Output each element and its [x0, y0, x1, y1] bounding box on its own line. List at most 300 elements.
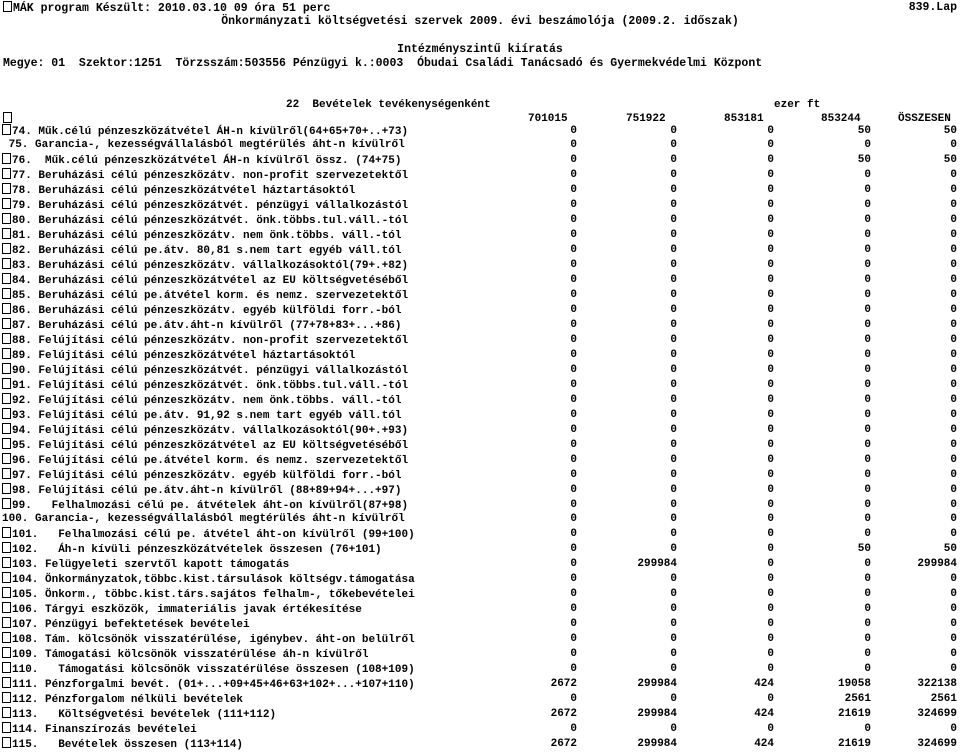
value-cell: 0: [767, 483, 774, 496]
row-label: 79. Beruházási célú pénzeszközátvét. pénzügyi vállalkozástól: [12, 199, 409, 212]
value-cell: 0: [767, 333, 774, 346]
row-label: 84. Beruházási célú pénzeszközátvétel az EU költségvetéséből: [12, 274, 409, 287]
row-label-cell: [2, 228, 547, 243]
value-cell: 0: [950, 438, 957, 451]
value-cell: 0: [570, 602, 577, 615]
value-cell: 0: [864, 348, 871, 361]
row-label-cell: [2, 617, 547, 632]
row-label-cell: [2, 542, 547, 557]
value-cell: 0: [670, 273, 677, 286]
checkbox-glyph-icon: [2, 707, 11, 718]
checkbox-glyph-icon: [2, 228, 11, 239]
value-cell: 299984: [637, 707, 677, 720]
value-cell: 0: [670, 587, 677, 600]
checkbox-glyph-icon: [2, 542, 11, 553]
table-row: [2, 677, 957, 692]
row-label-cell: [2, 243, 547, 258]
value-cell: 0: [864, 273, 871, 286]
value-cell: 50: [943, 153, 957, 166]
value-cell: 0: [670, 527, 677, 540]
checkbox-glyph-icon: [2, 183, 11, 194]
row-label: 77. Beruházási célú pénzeszközátv. non-profit szervezetektől: [12, 169, 409, 182]
value-cell: 0: [670, 662, 677, 675]
value-cell: 0: [864, 408, 871, 421]
value-cell: 0: [570, 243, 577, 256]
table-row: [2, 139, 957, 153]
value-cell: 0: [670, 125, 677, 137]
value-cell: 0: [950, 483, 957, 496]
checkbox-glyph-icon: [2, 378, 11, 389]
table-row: [2, 333, 957, 348]
value-cell: 0: [864, 483, 871, 496]
value-cell: 0: [950, 498, 957, 511]
value-cell: 0: [950, 408, 957, 421]
row-label: 108. Tám. kölcsönök visszatérülése, igénybev. áht-on belülről: [12, 633, 415, 646]
value-cell: 0: [950, 602, 957, 615]
value-cell: 424: [754, 677, 774, 690]
checkbox-glyph-icon: [2, 662, 11, 673]
value-cell: 50: [857, 125, 871, 137]
value-cell: 0: [570, 692, 577, 705]
value-cell: 0: [767, 153, 774, 166]
value-cell: 0: [670, 393, 677, 406]
value-cell: 299984: [637, 557, 677, 570]
program-info: MÁK program Készült: 2010.03.10 09 óra 51 perc: [13, 2, 331, 15]
value-cell: 0: [864, 438, 871, 451]
row-label-cell: [2, 737, 547, 752]
table-row: [2, 617, 957, 632]
checkbox-glyph-icon: [2, 572, 11, 583]
value-cell: 0: [570, 363, 577, 376]
row-label-cell: [2, 124, 547, 139]
value-cell: 0: [570, 572, 577, 585]
row-label: 80. Beruházási célú pénzeszközátvét. önk.többs.tul.váll.-tól: [12, 214, 409, 227]
value-cell: 0: [950, 617, 957, 630]
value-cell: 0: [570, 125, 577, 137]
row-label: 113. Költségvetési bevételek (111+112): [12, 708, 277, 721]
value-cell: 0: [570, 498, 577, 511]
table-row: [2, 408, 957, 423]
value-cell: 0: [670, 572, 677, 585]
value-cell: 0: [767, 228, 774, 241]
table-row: [2, 707, 957, 722]
value-cell: 0: [864, 722, 871, 735]
table-row: [2, 124, 957, 139]
table-row: [2, 572, 957, 587]
checkbox-glyph-icon: [2, 303, 11, 314]
table-row: [2, 423, 957, 438]
value-cell: 0: [864, 363, 871, 376]
checkbox-glyph-icon: [2, 363, 11, 374]
table-row: [2, 692, 957, 707]
value-cell: 0: [950, 527, 957, 540]
table-row: [2, 483, 957, 498]
value-cell: 0: [767, 198, 774, 211]
value-cell: 424: [754, 737, 774, 750]
row-label: 99. Felhalmozási célú pe. átvételek áht-on kívülről(87+98): [12, 499, 409, 512]
table-row: [2, 737, 957, 752]
value-cell: 0: [864, 662, 871, 675]
value-cell: 0: [864, 423, 871, 436]
value-cell: 0: [950, 662, 957, 675]
table-row: [2, 498, 957, 513]
value-cell: 50: [857, 542, 871, 555]
checkbox-glyph-icon: [2, 527, 11, 538]
value-cell: 0: [570, 318, 577, 331]
value-cell: 0: [670, 647, 677, 660]
value-cell: 0: [670, 632, 677, 645]
value-cell: 0: [570, 423, 577, 436]
value-cell: 0: [570, 408, 577, 421]
table-row: [2, 527, 957, 542]
value-cell: 0: [670, 617, 677, 630]
value-cell: 0: [864, 213, 871, 226]
column-header: ÖSSZESEN: [898, 113, 951, 125]
value-cell: 0: [670, 228, 677, 241]
checkbox-glyph-icon: [2, 318, 11, 329]
row-label-cell: [2, 303, 547, 318]
row-label: 75. Garancia-, kezességvállalásból megtérülés áht-n kívülről: [2, 139, 405, 152]
row-label: 83. Beruházási célú pénzeszközátv. vállalkozásoktól(79+.+82): [12, 259, 409, 272]
table-row: [2, 662, 957, 677]
row-label-cell: [2, 587, 547, 602]
checkbox-glyph-icon: [3, 112, 12, 123]
value-cell: 0: [950, 213, 957, 226]
value-cell: 0: [767, 303, 774, 316]
value-cell: 0: [950, 198, 957, 211]
value-cell: 0: [864, 527, 871, 540]
value-cell: 0: [950, 288, 957, 301]
value-cell: 0: [864, 498, 871, 511]
checkbox-glyph-icon: [2, 737, 11, 748]
row-label-cell: [2, 647, 547, 662]
row-label: 107. Pénzügyi befektetések bevételei: [12, 618, 250, 631]
value-cell: 0: [864, 453, 871, 466]
value-cell: 0: [950, 303, 957, 316]
value-cell: 0: [864, 228, 871, 241]
value-cell: 0: [864, 318, 871, 331]
table-row: [2, 198, 957, 213]
value-cell: 0: [570, 393, 577, 406]
row-label-cell: [2, 333, 547, 348]
value-cell: 0: [570, 333, 577, 346]
value-cell: 0: [950, 363, 957, 376]
checkbox-glyph-icon: [2, 483, 11, 494]
value-cell: 0: [950, 647, 957, 660]
row-label-cell: [2, 662, 547, 677]
table-row: [2, 303, 957, 318]
row-label-cell: [2, 198, 547, 213]
value-cell: 0: [950, 348, 957, 361]
checkbox-glyph-icon: [2, 258, 11, 269]
value-cell: 0: [767, 557, 774, 570]
checkbox-glyph-icon: [2, 438, 11, 449]
checkbox-glyph-icon: [2, 168, 11, 179]
table-row: [2, 273, 957, 288]
row-label: 78. Beruházási célú pénzeszközátvétel háztartásoktól: [12, 184, 356, 197]
value-cell: 0: [767, 498, 774, 511]
row-label: 98. Felújítási célú pe.átv.áht-n kívülről (88+89+94+...+97): [12, 484, 402, 497]
checkbox-glyph-icon: [2, 243, 11, 254]
row-label-cell: [2, 572, 547, 587]
value-cell: 324699: [917, 707, 957, 720]
row-label-cell: [2, 273, 547, 288]
row-label-cell: [2, 393, 547, 408]
report-title: Önkormányzati költségvetési szervek 2009. évi beszámolója (2009.2. időszak): [221, 15, 739, 28]
checkbox-glyph-icon: [2, 677, 11, 688]
row-label-cell: [2, 602, 547, 617]
value-cell: 0: [670, 692, 677, 705]
value-cell: 0: [864, 198, 871, 211]
value-cell: 0: [767, 527, 774, 540]
value-cell: 21619: [837, 707, 871, 720]
value-cell: 0: [767, 125, 774, 137]
row-label: 87. Beruházási célú pe.átv.áht-n kívülről (77+78+83+...+86): [12, 319, 402, 332]
value-cell: 0: [670, 303, 677, 316]
value-cell: 0: [670, 438, 677, 451]
row-label: 74. Műk.célú pénzeszközátvétel ÁH-n kívülről(64+65+70+..+73): [12, 126, 409, 138]
row-label: 102. Áh-n kívüli pénzeszközátvételek összesen (76+101): [12, 543, 382, 556]
value-cell: 0: [950, 453, 957, 466]
value-cell: 0: [767, 378, 774, 391]
value-cell: 0: [570, 542, 577, 555]
value-cell: 0: [950, 587, 957, 600]
value-cell: 0: [670, 243, 677, 256]
row-label-cell: [2, 468, 547, 483]
row-label-cell: [2, 722, 547, 737]
checkbox-glyph-icon: [2, 602, 11, 613]
revenue-table: [2, 124, 957, 752]
row-label-cell: [2, 513, 547, 527]
value-cell: 2672: [550, 677, 577, 690]
row-label-cell: [2, 692, 547, 707]
value-cell: 0: [864, 139, 871, 152]
value-cell: 299984: [637, 737, 677, 750]
checkbox-glyph-icon: [2, 557, 11, 568]
row-label: 104. Önkormányzatok,többc.kist.társulások költségv.támogatása: [12, 573, 415, 586]
value-cell: 0: [767, 513, 774, 526]
value-cell: 0: [767, 273, 774, 286]
value-cell: 0: [767, 647, 774, 660]
table-row: [2, 632, 957, 647]
value-cell: 0: [570, 483, 577, 496]
value-cell: 0: [570, 527, 577, 540]
checkbox-glyph-icon: [2, 722, 11, 733]
value-cell: 0: [570, 228, 577, 241]
value-cell: 0: [767, 393, 774, 406]
value-cell: 0: [864, 587, 871, 600]
row-label: 97. Felújítási célú pénzeszközátv. egyéb külföldi forr.-ból: [12, 469, 402, 482]
table-row: [2, 468, 957, 483]
value-cell: 50: [857, 153, 871, 166]
row-label: 93. Felújítási célú pe.átv. 91,92 s.nem tart egyéb váll.tól: [12, 409, 402, 422]
row-label: 81. Beruházási célú pénzeszközátv. nem önk.többs. váll.-tól: [12, 229, 402, 242]
row-label: 85. Beruházási célú pe.átvétel korm. és nemz. szervezetektől: [12, 289, 409, 302]
row-label: 106. Tárgyi eszközök, immateriális javak értékesítése: [12, 603, 362, 616]
value-cell: 0: [670, 153, 677, 166]
table-row: [2, 243, 957, 258]
table-row: [2, 542, 957, 557]
row-label: 92. Felújítási célú pénzeszközátv. nem önk.többs. váll.-tól: [12, 394, 402, 407]
column-header: 853244: [821, 113, 861, 125]
value-cell: 0: [864, 647, 871, 660]
value-cell: 0: [670, 288, 677, 301]
column-header: 853181: [724, 113, 764, 125]
value-cell: 0: [864, 572, 871, 585]
value-cell: 0: [767, 662, 774, 675]
page-number: 839.Lap: [908, 1, 957, 14]
table-row: [2, 288, 957, 303]
value-cell: 0: [864, 602, 871, 615]
value-cell: 0: [570, 617, 577, 630]
value-cell: 0: [864, 258, 871, 271]
row-label: 94. Felújítási célú pénzeszközátv. vállalkozásoktól(90+.+93): [12, 424, 409, 437]
value-cell: 0: [950, 273, 957, 286]
value-cell: 2561: [844, 692, 871, 705]
table-row: [2, 587, 957, 602]
value-cell: 0: [670, 333, 677, 346]
value-cell: 299984: [637, 677, 677, 690]
value-cell: 0: [570, 513, 577, 526]
value-cell: 0: [864, 288, 871, 301]
value-cell: 0: [570, 183, 577, 196]
value-cell: 0: [570, 168, 577, 181]
value-cell: 0: [670, 498, 677, 511]
value-cell: 0: [670, 468, 677, 481]
value-cell: 0: [864, 468, 871, 481]
value-cell: 0: [767, 572, 774, 585]
value-cell: 0: [670, 168, 677, 181]
value-cell: 0: [570, 557, 577, 570]
value-cell: 0: [767, 438, 774, 451]
row-label: 110. Támogatási kölcsönök visszatérülése összesen (108+109): [12, 663, 415, 676]
value-cell: 0: [950, 722, 957, 735]
value-cell: 0: [767, 423, 774, 436]
checkbox-glyph-icon: [2, 453, 11, 464]
value-cell: 0: [670, 602, 677, 615]
value-cell: 0: [950, 333, 957, 346]
value-cell: 0: [950, 468, 957, 481]
checkbox-glyph-icon: [2, 288, 11, 299]
table-row: [2, 722, 957, 737]
row-label-cell: [2, 139, 547, 153]
value-cell: 0: [950, 258, 957, 271]
value-cell: 0: [670, 213, 677, 226]
value-cell: 0: [670, 408, 677, 421]
table-row: [2, 453, 957, 468]
table-row: [2, 348, 957, 363]
checkbox-glyph-icon: [2, 423, 11, 434]
checkbox-glyph-icon: [2, 632, 11, 643]
checkbox-glyph-icon: [2, 348, 11, 359]
report-subtitle: Intézményszintű kiíratás: [397, 43, 563, 56]
row-label: 115. Bevételek összesen (113+114): [12, 738, 244, 751]
value-cell: 0: [950, 423, 957, 436]
value-cell: 2672: [550, 707, 577, 720]
value-cell: 322138: [917, 677, 957, 690]
row-label: 112. Pénzforgalom nélküli bevételek: [12, 693, 244, 706]
row-label: 91. Felújítási célú pénzeszközátvét. önk.többs.tul.váll.-tól: [12, 379, 409, 392]
value-cell: 0: [570, 587, 577, 600]
value-cell: 0: [864, 333, 871, 346]
table-row: [2, 258, 957, 273]
table-row: [2, 513, 957, 527]
value-cell: 0: [950, 513, 957, 526]
table-row: [2, 602, 957, 617]
checkbox-glyph-icon: [2, 198, 11, 209]
column-header: 751922: [626, 113, 666, 125]
checkbox-glyph-icon: [3, 1, 12, 12]
checkbox-glyph-icon: [2, 617, 11, 628]
value-cell: 0: [670, 483, 677, 496]
value-cell: 0: [864, 183, 871, 196]
row-label: 82. Beruházási célú pe.átv. 80,81 s.nem tart egyéb váll.tól: [12, 244, 402, 257]
table-row: [2, 318, 957, 333]
value-cell: 0: [570, 303, 577, 316]
column-header: 701015: [528, 113, 568, 125]
value-cell: 0: [570, 198, 577, 211]
value-cell: 0: [767, 453, 774, 466]
row-label-cell: [2, 527, 547, 542]
value-cell: 0: [570, 153, 577, 166]
row-label-cell: [2, 483, 547, 498]
value-cell: 0: [767, 288, 774, 301]
value-cell: 0: [950, 393, 957, 406]
value-cell: 0: [670, 318, 677, 331]
value-cell: 0: [670, 348, 677, 361]
row-label-cell: [2, 363, 547, 378]
value-cell: 0: [864, 378, 871, 391]
row-label-cell: [2, 213, 547, 228]
table-row: [2, 168, 957, 183]
value-cell: 0: [570, 288, 577, 301]
value-cell: 0: [864, 393, 871, 406]
row-label: 76. Műk.célú pénzeszközátvétel ÁH-n kívülről össz. (74+75): [12, 154, 402, 167]
value-cell: 0: [570, 632, 577, 645]
row-label-cell: [2, 707, 547, 722]
row-label-cell: [2, 453, 547, 468]
table-row: [2, 647, 957, 662]
value-cell: 0: [767, 617, 774, 630]
value-cell: 0: [767, 408, 774, 421]
value-cell: 0: [864, 617, 871, 630]
table-row: [2, 378, 957, 393]
table-row: [2, 557, 957, 572]
table-row: [2, 183, 957, 198]
value-cell: 299984: [917, 557, 957, 570]
value-cell: 0: [864, 513, 871, 526]
value-cell: 0: [767, 348, 774, 361]
value-cell: 0: [570, 378, 577, 391]
row-label: 96. Felújítási célú pe.átvétel korm. és nemz. szervezetektől: [12, 454, 409, 467]
section-title: 22 Bevételek tevékenységenként: [286, 99, 491, 111]
value-cell: 50: [943, 542, 957, 555]
value-cell: 0: [767, 542, 774, 555]
value-cell: 2672: [550, 737, 577, 750]
row-label: 109. Támogatási kölcsönök visszatérülése áh-n kívülről: [12, 648, 369, 661]
table-row: [2, 393, 957, 408]
value-cell: 0: [950, 632, 957, 645]
value-cell: 0: [950, 139, 957, 152]
row-label-cell: [2, 423, 547, 438]
value-cell: 0: [670, 722, 677, 735]
checkbox-glyph-icon: [2, 468, 11, 479]
row-label-cell: [2, 288, 547, 303]
value-cell: 0: [570, 273, 577, 286]
value-cell: 0: [670, 363, 677, 376]
row-label: 100. Garancia-, kezességvállalásból megtérülés áht-n kívülről: [2, 513, 405, 526]
row-label: 114. Finanszírozás bevételei: [12, 723, 197, 736]
